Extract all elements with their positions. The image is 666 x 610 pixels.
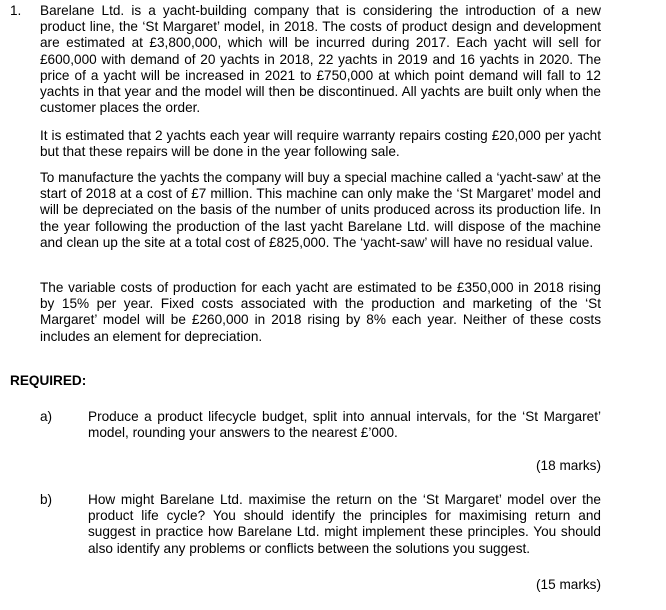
- question-paragraph-machine: To manufacture the yachts the company will buy a special machine called a ‘yacht-saw’ at the start of 2018 at a cost of £7 million. This machine can only make the ‘St Margaret’ model and will be depreciated on the basis of the number of units produced across its production life. In the year following the production of the last yacht Barelane Ltd. will dispose of the machine and clean up the site at a total cost of £825,000. The ‘yacht-saw’ will have no residual value.: [40, 170, 601, 250]
- question-number: 1.: [10, 3, 22, 18]
- question-paragraph-warranty: It is estimated that 2 yachts each year will require warranty repairs costing £20,000 per yacht but that these repairs will be done in the year following sale.: [40, 128, 601, 160]
- part-b-marks: (15 marks): [536, 577, 601, 592]
- part-a-marks: (18 marks): [536, 458, 601, 473]
- question-paragraph-costs: The variable costs of production for each yacht are estimated to be £350,000 in 2018 rising by 15% per year. Fixed costs associated with the production and marketing of the ‘St Margaret’ model will be £260,000 in 2018 rising by 8% each year. Neither of these costs includes an element for depreciation.: [40, 280, 601, 344]
- question-paragraph-intro: Barelane Ltd. is a yacht-building company that is considering the introduction of a new product line, the ‘St Margaret’ model, in 2018. The costs of product design and development are estimated at £3,800,000, which will be incurred during 2017. Each yacht will sell for £600,000 with demand of 20 yachts in 2018, 22 yachts in 2019 and 16 yachts in 2020. The price of a yacht will be increased in 2021 to £750,000 at which point demand will fall to 12 yachts in that year and the model will then be discontinued. All yachts are built only when the customer places the order.: [40, 3, 601, 116]
- part-a-label: a): [40, 409, 53, 424]
- part-b-text: How might Barelane Ltd. maximise the return on the ‘St Margaret’ model over the product life cycle? You should identify the principles for maximising return and suggest in practice how Barelane Ltd. might implement these principles. You should also identify any problems or conflicts between the solutions you suggest.: [88, 492, 601, 556]
- part-a-text: Produce a product lifecycle budget, split into annual intervals, for the ‘St Margaret’ model, rounding your answers to the nearest £’000.: [88, 409, 601, 441]
- required-heading: REQUIRED:: [10, 373, 87, 388]
- part-b-label: b): [40, 492, 53, 507]
